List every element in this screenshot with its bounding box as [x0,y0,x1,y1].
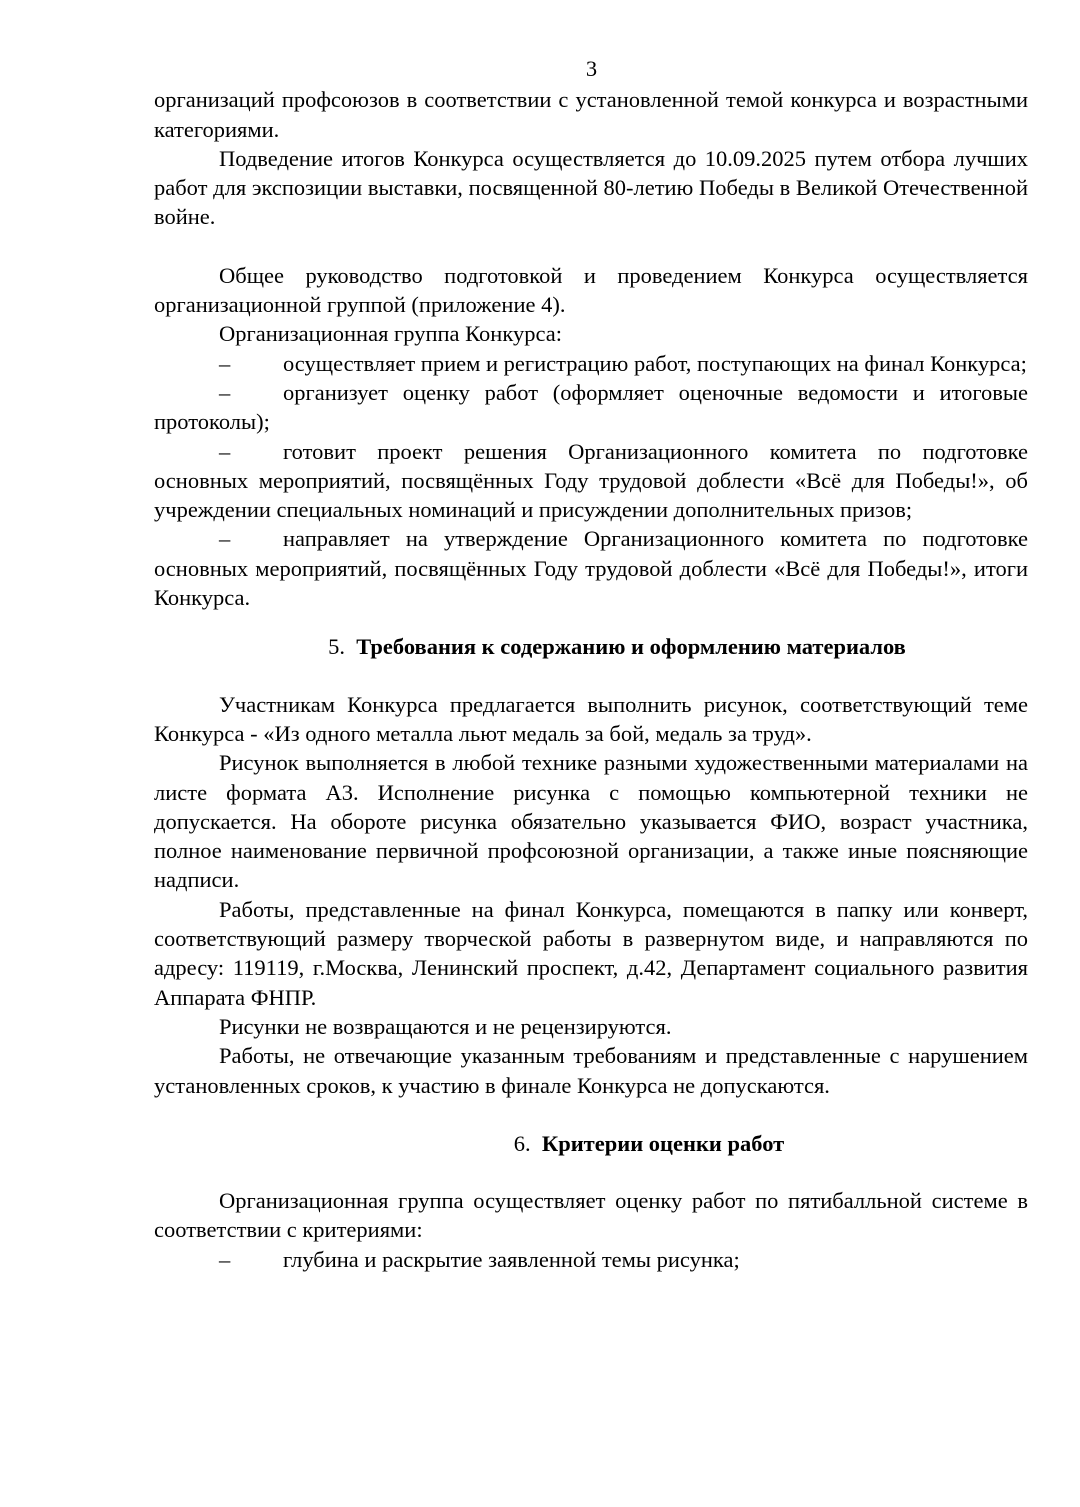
paragraph-rejection: Работы, не отвечающие указанным требованиям и представленные с нарушением установленных сроков, к участию в финале Конкурса не допускаются. [154,1043,1028,1098]
list-item [154,349,1028,378]
list-item-text: организует оценку работ (оформляет оценочные ведомости и итоговые протоколы); [154,379,1028,435]
blank-line [154,232,1028,261]
paragraph-continuation: организаций профсоюзов в соответствии с установленной темой конкурса и возрастными категориями. [154,87,1028,142]
list-item-text: осуществляет прием и регистрацию работ, поступающих на финал Конкурса; [283,350,1027,376]
list-item [154,437,1028,525]
page-number: 3 [585,56,598,81]
section-heading-5 [154,632,1028,661]
document-page [154,54,1028,1274]
dash-bullet: – [219,350,231,376]
list-item [154,524,1028,612]
list-item [154,1245,1028,1274]
list-item-text: готовит проект решения Организационного комитета по подготовке основных мероприятий, посвящённых Году трудовой доблести «Всё для Победы!», об учреждении специальных номинаций и присуждении дополнительных призов; [154,438,1028,523]
section-number: 5. [328,634,346,660]
paragraph-task: Участникам Конкурса предлагается выполнить рисунок, соответствующий теме Конкурса - «Из одного металла льют медаль за бой, медаль за труд». [154,691,1028,746]
list-item-text: направляет на утверждение Организационного комитета по подготовке основных мероприятий, посвящённых Году трудовой доблести «Всё для Победы!», итоги Конкурса. [154,526,1028,611]
paragraph-no-return: Рисунки не возвращаются и не рецензируются. [219,1013,672,1039]
paragraph-drawing-requirements: Рисунок выполняется в любой технике разными художественными материалами на листе формата А3. Исполнение рисунка с помощью компьютерной техники не допускается. На обороте рисунка обязательно указывается ФИО, возраст участника, полное наименование первичной профсоюзной организации, а также иные поясняющие надписи. [154,750,1028,893]
dash-bullet: – [219,1246,231,1272]
paragraph-org-group-intro: Организационная группа Конкурса: [219,321,562,347]
dash-bullet: – [219,526,231,552]
section-title: Критерии оценки работ [541,1130,785,1156]
paragraph-general-management: Общее руководство подготовкой и проведением Конкурса осуществляется организационной группой (приложение 4). [154,262,1028,318]
paragraph-submission-address: Работы, представленные на финал Конкурса, помещаются в папку или конверт, соответствующий размеру творческой работы в развернутом виде, и направляются по адресу: 119119, г.Москва, Ленинский проспект, д.42, Департамент социального развития Аппарата ФНПР. [154,896,1028,1010]
dash-bullet: – [219,438,231,464]
section-title: Требования к содержанию и оформлению материалов [356,634,906,660]
list-item [154,378,1028,437]
list-item-text: глубина и раскрытие заявленной темы рисунка; [283,1246,740,1272]
section-number: 6. [513,1130,531,1156]
section-heading-6 [154,1129,1028,1158]
paragraph-results-summary: Подведение итогов Конкурса осуществляется до 10.09.2025 путем отбора лучших работ для экспозиции выставки, посвященной 80-летию Победы в Великой Отечественной войне. [154,145,1028,230]
dash-bullet: – [219,379,231,405]
paragraph-evaluation: Организационная группа осуществляет оценку работ по пятибалльной системе в соответствии с критериями: [154,1188,1028,1243]
